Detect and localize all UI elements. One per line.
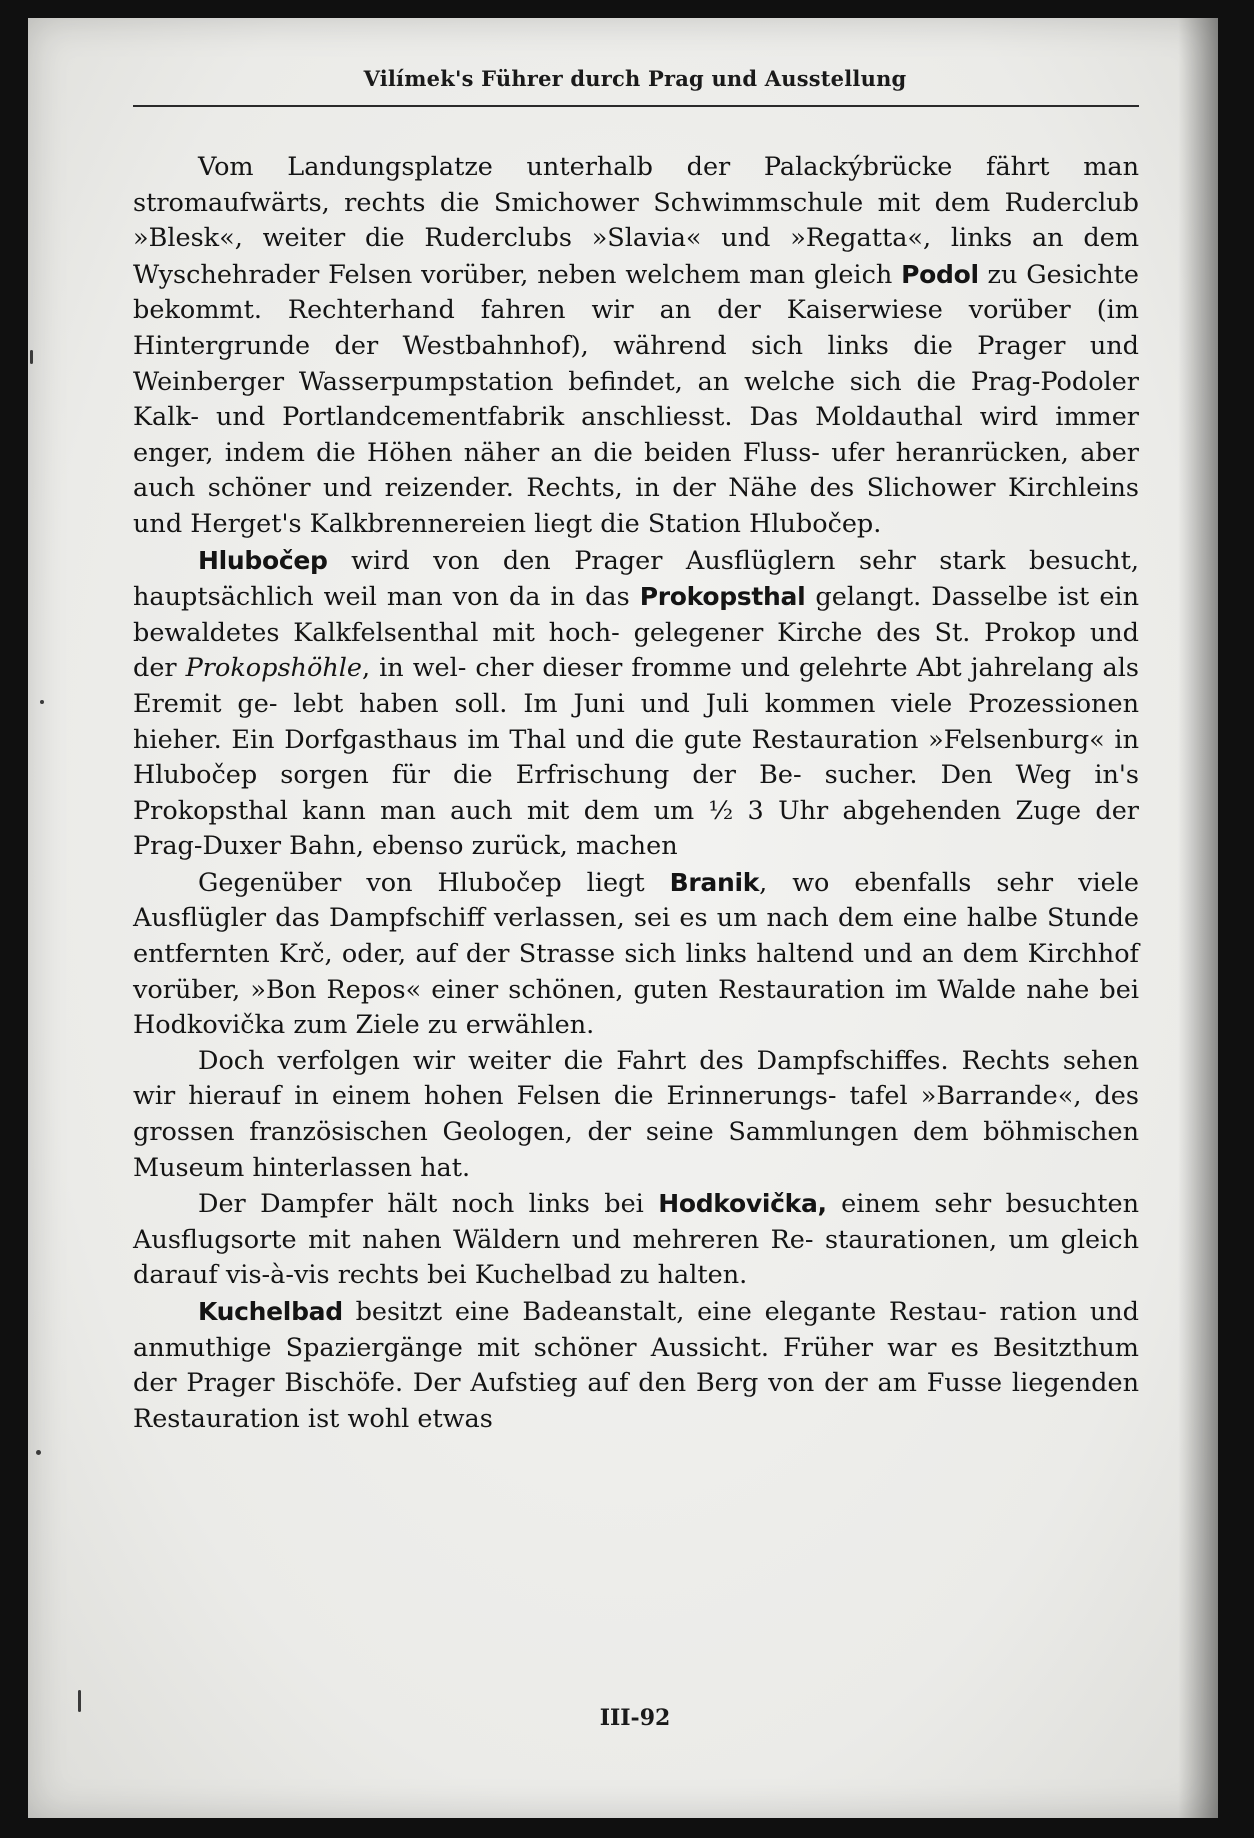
- text-run: Gegenüber von Hlubočep liegt: [198, 867, 670, 898]
- body-text: [133, 150, 1139, 1437]
- italic-prokopshoehle: Prokopshöhle: [185, 653, 362, 684]
- text-run: Doch verfolgen wir weiter die Fahrt des Dampfschiffes. Rechts sehen wir hierauf in einem hohen Felsen die Erinnerungs- tafel »Barrande«, des grossen französischen Geologen, der seine Sammlungen dem böhmischen Museum hinterlassen hat.: [133, 1045, 1139, 1183]
- text-run: , wo ebenfalls sehr viele Ausflügler das Dampfschiff verlassen, sei es um nach dem eine halbe Stunde entfernten Krč, oder, auf der Strasse sich links haltend und an dem Kirchhof vorüber, »Bon Repos« einer schönen, guten Restauration im Walde nahe bei Hodkovička zum Ziele zu erwählen.: [133, 867, 1139, 1041]
- paragraph-2: [133, 543, 1139, 865]
- paragraph-1: [133, 150, 1139, 543]
- binding-shadow: [1178, 18, 1218, 1818]
- text-run: Vom Landungsplatze unterhalb der Palackýbrücke fährt man stromaufwärts, rechts die Smichower Schwimmschule mit dem Ruderclub »Blesk«, weiter die Ruderclubs »Slavia« und »Regatta«, links an dem Wyschehrader Felsen vorüber, neben welchem man gleich: [133, 152, 1139, 290]
- paragraph-3: [133, 865, 1139, 1044]
- place-name-hodkovicka: Hodkovička,: [658, 1189, 827, 1219]
- text-run: , in wel- cher dieser fromme und gelehrte Abt jahrelang als Eremit ge- lebt haben soll. Im Juni und Juli kommen viele Prozessionen hieher. Ein Dorfgasthaus im Thal und die gute Restauration »Felsenburg« in Hlubočep sorgen für die Erfrischung der Be- sucher. Den Weg in's Prokopsthal kann man auch mit dem um ½ 3 Uhr abgehenden Zuge der Prag-Duxer Bahn, ebenso zurück, machen: [133, 653, 1139, 862]
- scan-speck: [36, 1450, 41, 1455]
- scan-speck: [78, 1690, 81, 1712]
- text-run: wird von den Prager Ausflüglern sehr stark besucht, hauptsächlich weil man von da in das: [133, 545, 1139, 613]
- place-name-podol: Podol: [901, 259, 979, 289]
- text-run: besitzt eine Badeanstalt, eine elegante Restau- ration und anmuthige Spaziergänge mit schöner Aussicht. Früher war es Besitzthum der Prager Bischöfe. Der Aufstieg auf den Berg von der am Fusse liegenden Restauration ist wohl etwas: [133, 1297, 1139, 1434]
- text-run: gelangt. Dasselbe ist ein bewaldetes Kalkfelsenthal mit hoch- gelegener Kirche des St. Prokop und der: [133, 582, 1139, 684]
- scan-speck: [30, 350, 33, 364]
- paragraph-5: [133, 1186, 1139, 1294]
- place-name-prokopsthal: Prokopsthal: [639, 582, 806, 612]
- text-run: einem sehr besuchten Ausflugsorte mit nahen Wäldern und mehreren Re- staurationen, um gleich darauf vis-à-vis rechts bei Kuchelbad zu halten.: [133, 1189, 1139, 1291]
- paragraph-6: [133, 1294, 1139, 1437]
- scan-speck: [40, 700, 44, 704]
- place-name-hlubocep: Hlubočep: [198, 545, 328, 575]
- place-name-kuchelbad: Kuchelbad: [198, 1297, 343, 1326]
- page-number: III-92: [599, 1705, 671, 1731]
- running-title: Vilímek's Führer durch Prag und Ausstellung: [363, 66, 907, 91]
- text-run: Der Dampfer hält noch links bei: [198, 1189, 659, 1220]
- paragraph-4: [133, 1044, 1139, 1186]
- place-name-branik: Branik: [669, 867, 760, 897]
- header-rule: [133, 105, 1139, 107]
- text-run: zu Gesichte bekommt. Rechterhand fahren wir an der Kaiserwiese vorüber (im Hintergrunde der Westbahnhof), während sich links die Prager und Weinberger Wasserpumpstation befindet, an welche sich die Prag-Podoler Kalk- und Portlandcementfabrik anschliesst. Das Moldauthal wird immer enger, indem die Höhen näher an die beiden Fluss- ufer heranrücken, aber auch schöner und reizender. Rechts, in der Nähe des Slichower Kirchleins und Herget's Kalkbrennereien liegt die Station Hlubočep.: [133, 259, 1139, 539]
